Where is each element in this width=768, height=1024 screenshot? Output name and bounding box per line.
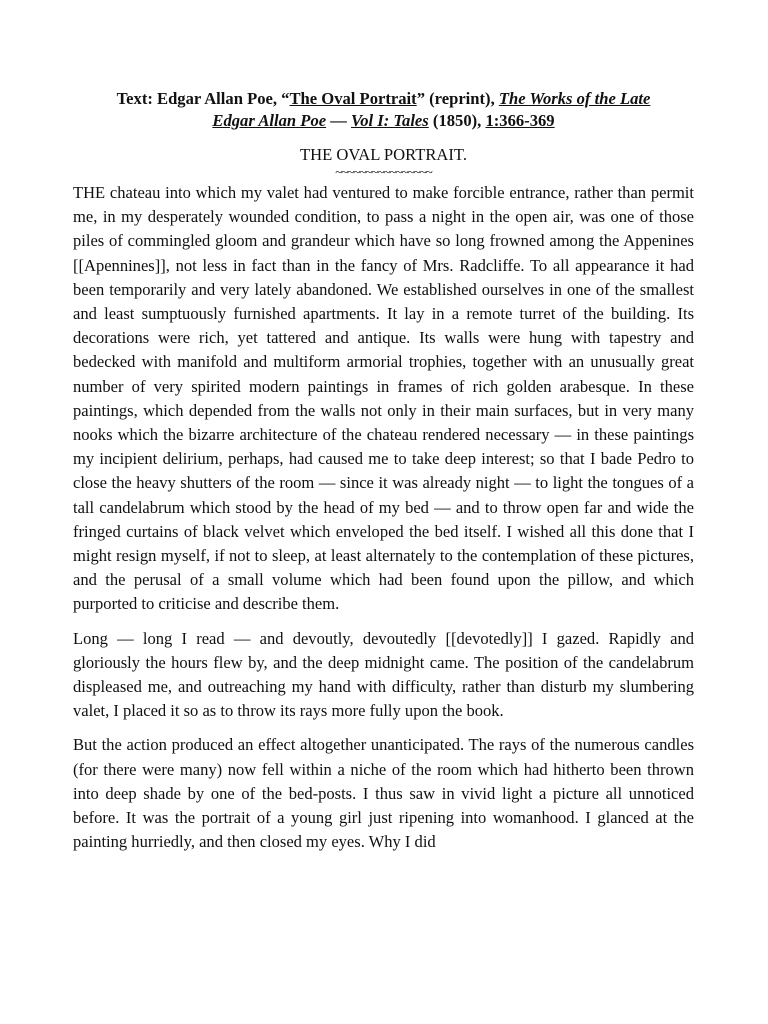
paragraph-1: THE chateau into which my valet had ventured to make forcible entrance, rather than permit me, in my desperately wounded condition, to pass a night in the open air, was one of those piles of commingled gloom and grandeur which have so long frowned among the Appenines [[Apennines]], not less in fact than in the fancy of Mrs. Radcliffe. To all appearance it had been temporarily and very lately abandoned. We established ourselves in one of the smallest and least sumptuously furnished apartments. It lay in a remote turret of the building. Its decorations were rich, yet tattered and antique. Its walls were hung with tapestry and bedecked with manifold and multiform armorial trophies, together with an unusually great number of very spirited modern paintings in frames of rich golden arabesque. In these paintings, which depended from the walls not only in their main surfaces, but in very many nooks which the bizarre architecture of the chateau rendered necessary — in these paintings my incipient delirium, perhaps, had caused me to take deep interest; so that I bade Pedro to close the heavy shutters of the room — since it was already night — to light the tongues of a tall candelabrum which stood by the head of my bed — and to throw open far and wide the fringed curtains of black velvet which enveloped the bed itself. I wished all this done that I might resign myself, if not to sleep, at least alternately to the contemplation of these pictures, and the perusal of a small volume which had been found upon the pillow, and which purported to criticise and describe them. [73,183,694,614]
title-separator: ~~~~~~~~~~~~~~~~ [335,164,432,179]
works-title-link[interactable]: The Works of the Late [498,89,651,108]
citation-reprint: ” (reprint), [416,89,499,108]
citation-dash: — [326,110,351,130]
story-title-link[interactable]: The Oval Portrait [289,89,417,108]
paragraph-2: Long — long I read — and devoutly, devoutedly [[devotedly]] I gazed. Rapidly and gloriously the hours flew by, and the deep midnight came. The position of the candelabrum displeased me, and outreaching my hand with difficulty, rather than disturb my slumbering valet, I placed it so as to throw its rays more fully upon the book. [73,628,694,721]
citation-year: (1850), [428,110,486,130]
page-range-link[interactable]: 1:366-369 [485,110,555,130]
source-citation [73,88,694,131]
story-title: THE OVAL PORTRAIT. [300,145,467,164]
volume-link[interactable]: Vol I: Tales [351,110,429,130]
paragraph-3: But the action produced an effect altogether unanticipated. The rays of the numerous candles (for there were many) now fell within a niche of the room which had hitherto been thrown into deep shade by one of the bed-posts. I thus saw in vivid light a picture all unnoticed before. It was the portrait of a young girl just ripening into womanhood. I glanced at the painting hurriedly, and then closed my eyes. Why I did [73,735,694,852]
works-author-link[interactable]: Edgar Allan Poe [212,110,327,130]
citation-prefix: Text: Edgar Allan Poe, “ [116,89,290,108]
document-page [73,88,694,864]
